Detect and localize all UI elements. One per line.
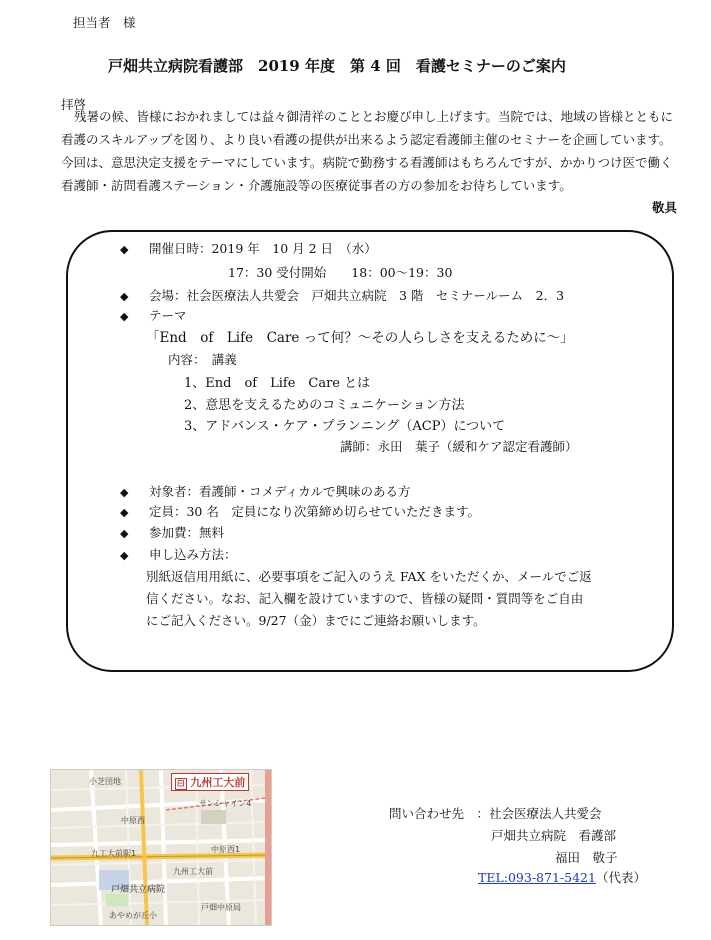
greeting-open: 拝啓 — [61, 97, 87, 112]
diamond-bullet-icon: ◆ — [120, 549, 129, 562]
diamond-bullet-icon: ◆ — [120, 310, 129, 323]
greeting-close: 敬具 — [652, 200, 678, 215]
diamond-bullet-icon: ◆ — [120, 290, 129, 303]
apply-line: にご記入ください。9/27（金）までにご連絡お願いします。 — [146, 613, 486, 628]
map-label: 中原西1 — [211, 845, 241, 854]
map-label: 戸畑中原局 — [201, 903, 241, 912]
capacity-text: 定員：30 名 定員になり次第締め切らせていただきます。 — [148, 504, 480, 519]
location-map — [50, 769, 272, 926]
station-label — [171, 773, 249, 791]
contact-person: 福田 敬子 — [555, 850, 618, 865]
content-item: 3、アドバンス・ケア・プランニング（ACP）について — [184, 419, 506, 434]
diamond-bullet-icon: ◆ — [120, 506, 129, 519]
lecturer: 講師：永田 葉子（緩和ケア認定看護師） — [340, 439, 578, 454]
target-item — [120, 482, 411, 500]
station-name: 九州工大前 — [190, 776, 246, 789]
apply-line: 信ください。なお、記入欄を設けていますので、皆様の疑問・質問等をご自由 — [146, 591, 584, 606]
date-item — [120, 239, 377, 257]
time-text: 17：30 受付開始 18：00〜19：30 — [228, 265, 453, 280]
map-label: 九州工大前 — [173, 867, 213, 876]
content-item: 1、End of Life Care とは — [184, 376, 371, 391]
venue-text: 会場：社会医療法人共愛会 戸畑共立病院 3 階 セミナールーム 2．3 — [148, 288, 565, 303]
body-line: 看護のスキルアップを図り、より良い看護の提供が出来るよう認定看護師主催のセミナーを企画しています。 — [61, 132, 672, 147]
contact-label: 問い合わせ先 ：社会医療法人共愛会 — [389, 806, 602, 821]
body-line: 今回は、意思決定支援をテーマにしています。病院で勤務する看護師はもちろんですが、かかりつけ医で働く — [61, 155, 673, 170]
body-paragraph — [61, 105, 681, 197]
body-line: 残暑の候、皆様におかれましては益々御清祥のこととお慶び申し上げます。当院では、地域の皆様とともに — [74, 109, 674, 124]
map-label: サンシャイン4 — [199, 799, 252, 808]
fee-item — [120, 523, 224, 541]
map-label: 中原西 — [121, 816, 145, 825]
train-icon: ⊟ — [177, 779, 185, 789]
venue-item — [120, 286, 564, 304]
contact-dept: 戸畑共立病院 看護部 — [491, 828, 617, 843]
map-label: 小芝団地 — [89, 777, 121, 786]
apply-label: 申し込み方法： — [148, 547, 237, 562]
map-label: 九工大前駅1 — [91, 849, 137, 858]
theme-label: テーマ — [148, 308, 187, 323]
hospital-label: 戸畑共立病院 — [111, 885, 166, 895]
apply-item — [120, 545, 237, 563]
body-line: 看護師・訪問看護ステーション・介護施設等の医療従事者の方の参加をお待ちしています。 — [61, 178, 572, 193]
contact-tel-line — [478, 868, 646, 886]
tel-suffix: （代表） — [595, 870, 646, 885]
fee-text: 参加費：無料 — [148, 525, 224, 540]
content-label: 内容： 講義 — [168, 352, 237, 367]
tel-link[interactable]: TEL:093-871-5421 — [478, 870, 596, 885]
diamond-bullet-icon: ◆ — [120, 486, 129, 499]
apply-text — [146, 566, 592, 632]
theme-title: 「End of Life Care って何？〜その人らしさを支えるために〜」 — [146, 330, 574, 346]
diamond-bullet-icon: ◆ — [120, 527, 129, 540]
addressee: 担当者 様 — [73, 15, 136, 30]
apply-line: 別紙返信用用紙に、必要事項をご記入のうえ FAX をいただくか、メールでご返 — [146, 569, 592, 584]
target-text: 対象者：看護師・コメディカルで興味のある方 — [148, 484, 411, 499]
map-label: あやめが丘小 — [109, 911, 157, 920]
diamond-bullet-icon: ◆ — [120, 243, 129, 256]
content-item: 2、意思を支えるためのコミュニケーション方法 — [184, 398, 465, 413]
theme-item — [120, 306, 187, 324]
page-title: 戸畑共立病院看護部 2019 年度 第 4 回 看護セミナーのご案内 — [108, 57, 566, 75]
capacity-item — [120, 502, 480, 520]
date-text: 開催日時：2019 年 10 月 2 日 （水） — [148, 241, 377, 256]
